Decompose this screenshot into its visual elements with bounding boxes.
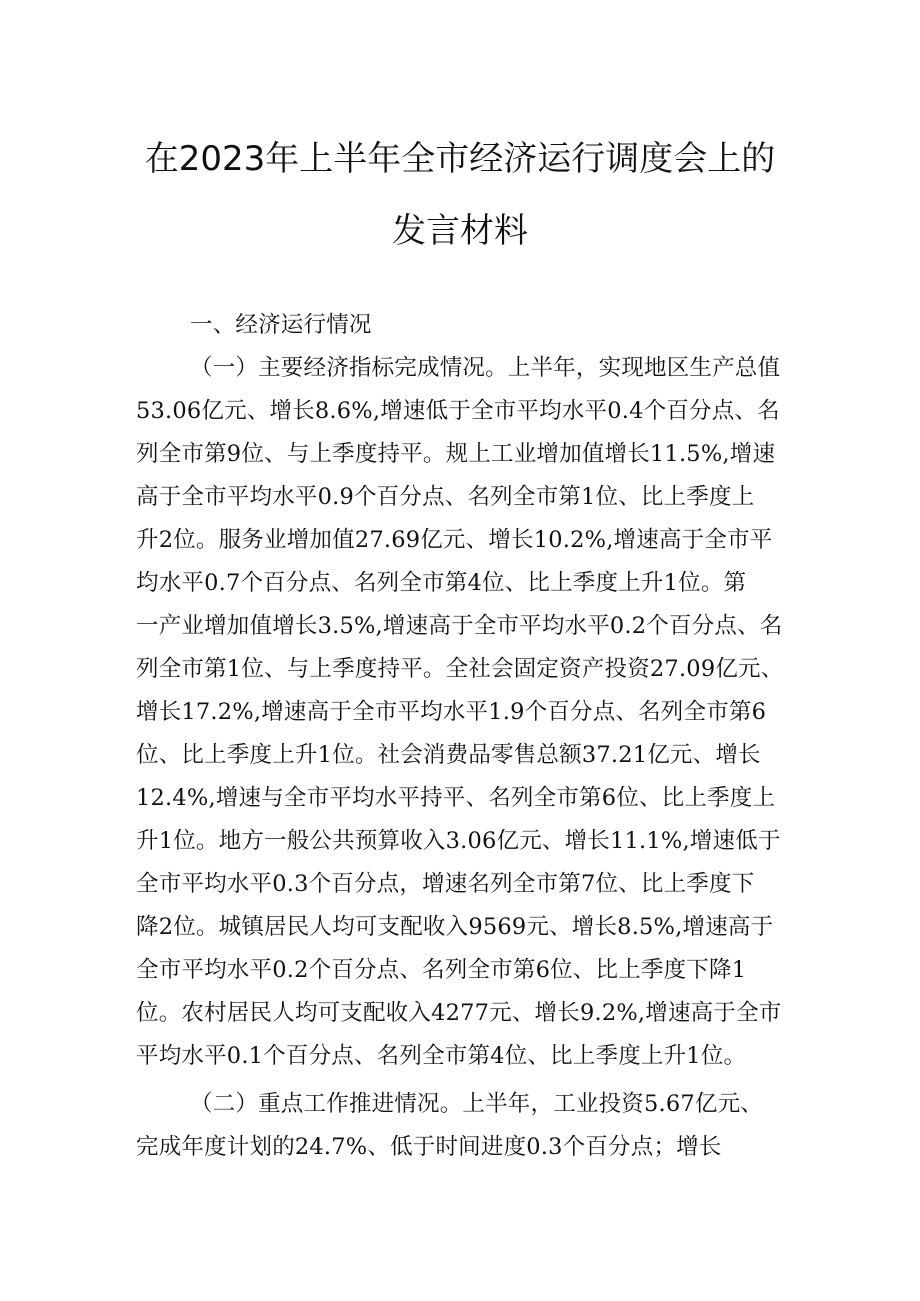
paragraph-2-line-1: （二）重点工作推进情况。上半年，工业投资5.67亿元、 bbox=[190, 1091, 763, 1117]
paragraph-1-line-2: 53.06亿元、增长8.6%,增速低于全市平均水平0.4个百分点、名 bbox=[136, 398, 780, 424]
paragraph-1-line-6: 均水平0.7个百分点、名列全市第4位、比上季度上升1位。第 bbox=[136, 570, 747, 596]
paragraph-1-line-15: 全市平均水平0.2个百分点、名列全市第6位、比上季度下降1 bbox=[136, 957, 747, 983]
paragraph-2-line-2: 完成年度计划的24.7%、低于时间进度0.3个百分点；增长 bbox=[136, 1134, 722, 1160]
paragraph-1-line-5: 升2位。服务业增加值27.69亿元、增长10.2%,增速高于全市平 bbox=[136, 527, 773, 553]
document-title-line-2: 发言材料 bbox=[392, 211, 528, 251]
paragraph-1-line-7: 一产业增加值增长3.5%,增速高于全市平均水平0.2个百分点、名 bbox=[136, 613, 783, 639]
paragraph-1-line-3: 列全市第9位、与上季度持平。规上工业增加值增长11.5%,增速 bbox=[136, 441, 776, 467]
paragraph-1-line-11: 12.4%,增速与全市平均水平持平、名列全市第6位、比上季度上 bbox=[136, 785, 776, 811]
paragraph-1-line-12: 升1位。地方一般公共预算收入3.06亿元、增长11.1%,增速低于 bbox=[136, 828, 781, 854]
section-heading: 一、经济运行情况 bbox=[190, 312, 372, 338]
paragraph-1-line-4: 高于全市平均水平0.9个百分点、名列全市第1位、比上季度上 bbox=[136, 484, 755, 510]
paragraph-1-line-10: 位、比上季度上升1位。社会消费品零售总额37.21亿元、增长 bbox=[136, 742, 761, 768]
paragraph-1-line-8: 列全市第1位、与上季度持平。全社会固定资产投资27.09亿元、 bbox=[136, 656, 784, 682]
paragraph-1-line-17: 平均水平0.1个百分点、名列全市第4位、比上季度上升1位。 bbox=[136, 1043, 747, 1069]
paragraph-1-line-13: 全市平均水平0.3个百分点，增速名列全市第7位、比上季度下 bbox=[136, 871, 755, 897]
paragraph-1-line-16: 位。农村居民人均可支配收入4277元、增长9.2%,增速高于全市 bbox=[136, 1000, 782, 1026]
paragraph-1-line-9: 增长17.2%,增速高于全市平均水平1.9个百分点、名列全市第6 bbox=[136, 699, 767, 725]
paragraph-1-line-14: 降2位。城镇居民人均可支配收入9569元、增长8.5%,增速高于 bbox=[136, 914, 774, 940]
document-title-line-1: 在2023年上半年全市经济运行调度会上的 bbox=[144, 139, 776, 179]
paragraph-1-line-1: （一）主要经济指标完成情况。上半年，实现地区生产总值 bbox=[190, 355, 781, 381]
